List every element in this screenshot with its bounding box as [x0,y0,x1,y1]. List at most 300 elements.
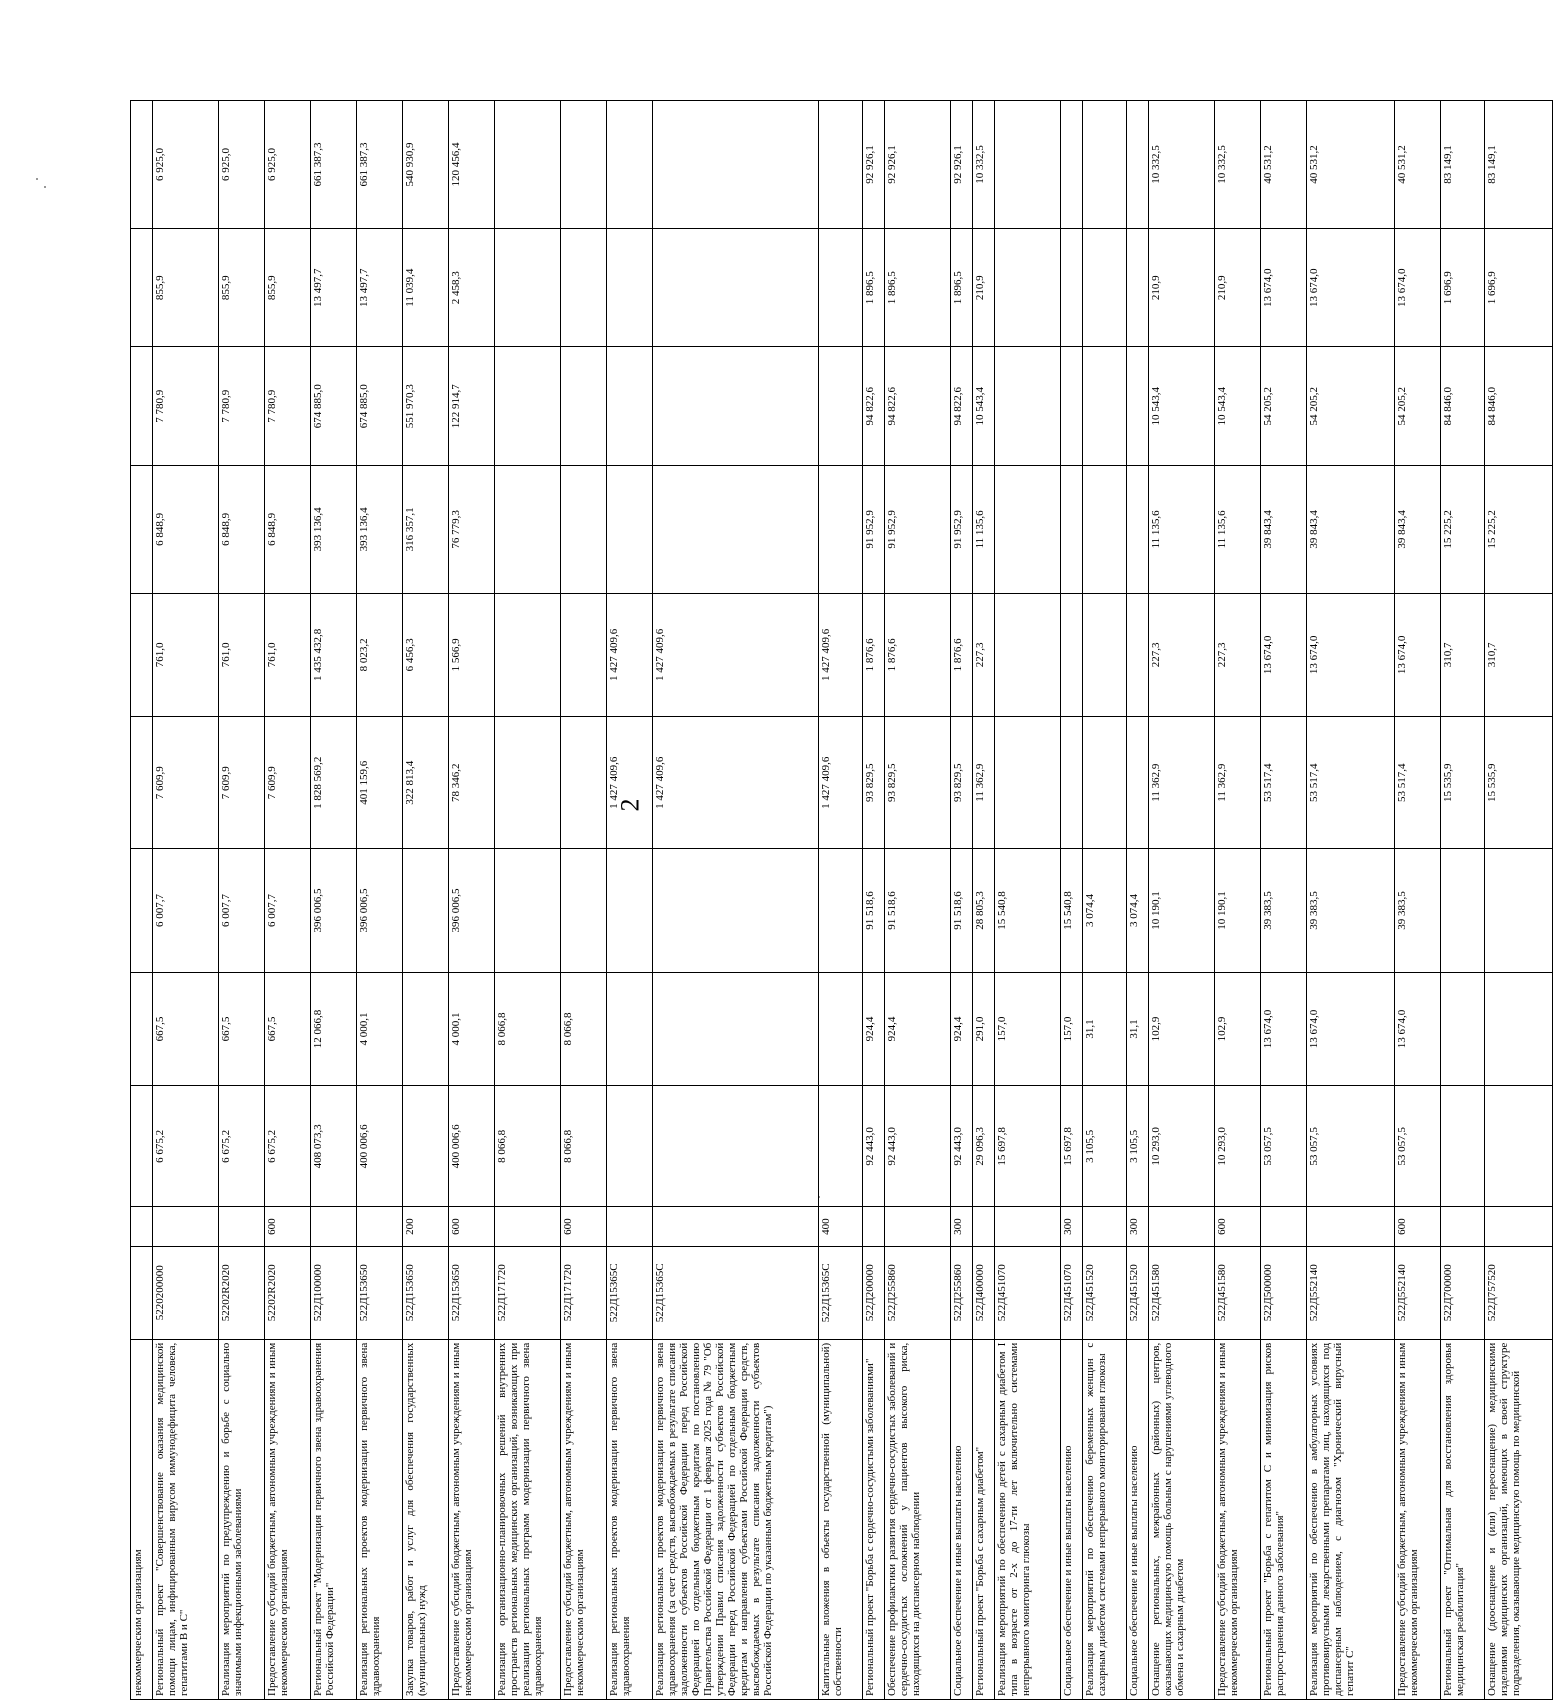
value-col-9: 83 149,1 [1485,101,1553,229]
value-col-5 [495,593,561,716]
value-col-4: 7 609,9 [265,716,311,848]
value-col-9: 83 149,1 [1441,101,1485,229]
value-col-8: 13 674,0 [1395,228,1441,347]
value-col-8: 11 039,4 [403,228,449,347]
row-expense-type [357,1207,403,1247]
value-col-4: 322 813,4 [403,716,449,848]
value-col-1: 400 006,6 [357,1086,403,1207]
row-description: Региональный проект "Модернизация первичного звена здравоохранения Российской Федерации" [311,1339,357,1699]
row-expense-type [1307,1207,1395,1247]
row-code: 522Д451070 [995,1246,1061,1339]
row-code: 522Д500000 [1261,1246,1307,1339]
value-col-4: 7 609,9 [219,716,265,848]
value-col-4: 53 517,4 [1261,716,1307,848]
table-row [1061,101,1083,1700]
value-col-2: 667,5 [265,972,311,1086]
value-col-9: 120 456,4 [449,101,495,229]
value-col-8: 855,9 [265,228,311,347]
row-expense-type [1149,1207,1215,1247]
value-col-1: 6 675,2 [265,1086,311,1207]
table-row [1215,101,1261,1700]
value-col-7 [495,347,561,466]
value-col-5: 761,0 [153,593,219,716]
value-col-2: 31,1 [1083,972,1127,1086]
row-description: Социальное обеспечение и иные выплаты населению [951,1339,973,1699]
value-col-4 [1127,716,1149,848]
value-col-7: 674 885,0 [311,347,357,466]
value-col-1: 15 697,8 [1061,1086,1083,1207]
value-col-1: 92 443,0 [951,1086,973,1207]
value-col-9: 661 387,3 [311,101,357,229]
row-expense-type [153,1207,219,1247]
value-col-6: 393 136,4 [357,465,403,593]
value-col-3: 3 074,4 [1083,849,1127,972]
value-col-4: 93 829,5 [951,716,973,848]
row-code: 522Д153650 [357,1246,403,1339]
table-row [1485,101,1553,1700]
value-col-8: 1 696,9 [1485,228,1553,347]
value-col-6: 39 843,4 [1261,465,1307,593]
table-row [653,101,819,1700]
value-col-9: 540 930,9 [403,101,449,229]
value-col-1 [819,1086,863,1207]
row-description: Предоставление субсидий бюджетным, автономным учреждениям и иным некоммерческим организациям [449,1339,495,1699]
value-col-3 [495,849,561,972]
row-description: Предоставление субсидий бюджетным, автономным учреждениям и иным некоммерческим организациям [1395,1339,1441,1699]
value-col-4 [495,716,561,848]
value-col-8: 210,9 [1149,228,1215,347]
table-row [495,101,561,1700]
value-col-3: 91 518,6 [863,849,885,972]
value-col-9: 40 531,2 [1261,101,1307,229]
value-col-5 [561,593,607,716]
row-code: 522Д171720 [495,1246,561,1339]
value-col-2: 924,4 [885,972,951,1086]
row-code: 522Д15365С [607,1246,653,1339]
value-col-6: 11 135,6 [1149,465,1215,593]
value-col-8 [819,228,863,347]
value-col-8: 1 896,5 [885,228,951,347]
value-col-6: 316 357,1 [403,465,449,593]
table-row [819,101,863,1700]
value-col-5: 1 876,6 [885,593,951,716]
row-expense-type [885,1207,951,1247]
value-col-8: 1 896,5 [863,228,885,347]
table-row [1307,101,1395,1700]
row-expense-type [995,1207,1061,1247]
value-col-7: 674 885,0 [357,347,403,466]
value-col-9: 40 531,2 [1307,101,1395,229]
value-col-2: 4 000,1 [449,972,495,1086]
value-col-4: 401 159,6 [357,716,403,848]
row-description: Реализация региональных проектов модернизации первичного звена здравоохранения (за счет средств, высвобождаемых в результате списания задолженности субъектов Российской Федерации перед Российской Федерацией по отдельным бюджетным кредитам по постановлению Правительства Российской Федерации от 1 февраля 2025 года № 79 "Об утверждении Правил списания задолженности субъектов Российской Федерации перед Российской Федерацией по отдельным бюджетным кредитам и направления субъектами Российской Федерации средств, высвобождаемых в результате списания задолженности субъектов Российской Федерации по указанным бюджетным кредитам") [653,1339,819,1699]
value-col-3 [131,849,153,972]
value-col-5 [995,593,1061,716]
value-col-4 [1061,716,1083,848]
value-col-8: 1 696,9 [1441,228,1485,347]
table-row [265,101,311,1700]
value-col-4 [995,716,1061,848]
value-col-3: 28 805,3 [973,849,995,972]
value-col-7: 10 543,4 [973,347,995,466]
value-col-9: 92 926,1 [863,101,885,229]
value-col-7: 7 780,9 [265,347,311,466]
value-col-2 [1485,972,1553,1086]
value-col-2: 31,1 [1127,972,1149,1086]
value-col-1 [653,1086,819,1207]
value-col-7: 94 822,6 [951,347,973,466]
value-col-4 [131,716,153,848]
value-col-2: 4 000,1 [357,972,403,1086]
value-col-6: 91 952,9 [951,465,973,593]
value-col-6: 6 848,9 [265,465,311,593]
table-row [403,101,449,1700]
table-row [1441,101,1485,1700]
value-col-3: 6 007,7 [153,849,219,972]
value-col-6: 39 843,4 [1395,465,1441,593]
value-col-9 [1083,101,1127,229]
value-col-4: 1 427 409,6 [607,716,653,848]
value-col-7: 94 822,6 [863,347,885,466]
table-row [357,101,403,1700]
row-expense-type [495,1207,561,1247]
value-col-1: 10 293,0 [1215,1086,1261,1207]
value-col-6 [131,465,153,593]
row-description: Реализация региональных проектов модернизации первичного звена здравоохранения [357,1339,403,1699]
value-col-8: 210,9 [973,228,995,347]
value-col-9 [995,101,1061,229]
value-col-6: 91 952,9 [863,465,885,593]
row-code: 522Д757520 [1485,1246,1553,1339]
value-col-7: 10 543,4 [1215,347,1261,466]
row-description: Региональный проект "Борьба с сахарным диабетом" [973,1339,995,1699]
value-col-5 [1083,593,1127,716]
value-col-9: 10 332,5 [1215,101,1261,229]
row-expense-type: 600 [1215,1207,1261,1247]
value-col-8 [607,228,653,347]
value-col-3: 91 518,6 [951,849,973,972]
row-code: 522Д153650 [403,1246,449,1339]
row-code: 522Д100000 [311,1246,357,1339]
value-col-8: 13 674,0 [1307,228,1395,347]
value-col-8: 1 896,5 [951,228,973,347]
value-col-3: 6 007,7 [265,849,311,972]
value-col-6 [1061,465,1083,593]
value-col-8: 855,9 [219,228,265,347]
row-expense-type: 600 [449,1207,495,1247]
row-expense-type [219,1207,265,1247]
row-expense-type [607,1207,653,1247]
value-col-7 [819,347,863,466]
value-col-8: 13 497,7 [357,228,403,347]
value-col-8: 2 458,3 [449,228,495,347]
value-col-8 [1127,228,1149,347]
value-col-1: 53 057,5 [1395,1086,1441,1207]
value-col-8 [995,228,1061,347]
value-col-7: 122 914,7 [449,347,495,466]
value-col-7 [561,347,607,466]
value-col-3: 396 006,5 [357,849,403,972]
row-description: Закупка товаров, работ и услуг для обеспечения государственных (муниципальных) нужд [403,1339,449,1699]
row-code: 522Д171720 [561,1246,607,1339]
value-col-1 [131,1086,153,1207]
row-description: Обеспечение профилактики развития сердечно-сосудистых заболеваний и сердечно-сосудистых осложнений у пациентов высокого риска, находящихся на диспансерном наблюдении [885,1339,951,1699]
value-col-5: 13 674,0 [1395,593,1441,716]
value-col-1: 15 697,8 [995,1086,1061,1207]
row-description: Предоставление субсидий бюджетным, автономным учреждениям и иным некоммерческим организациям [265,1339,311,1699]
scan-speck [44,186,46,188]
value-col-5: 1 427 409,6 [607,593,653,716]
value-col-5: 227,3 [1215,593,1261,716]
value-col-2 [131,972,153,1086]
table-row [561,101,607,1700]
value-col-5: 1 435 432,8 [311,593,357,716]
value-col-5 [1127,593,1149,716]
value-col-3: 15 540,8 [995,849,1061,972]
value-col-1: 29 096,3 [973,1086,995,1207]
row-description: Социальное обеспечение и иные выплаты населению [1127,1339,1149,1699]
value-col-7 [653,347,819,466]
value-col-9 [607,101,653,229]
table-row [885,101,951,1700]
row-code: 522Д552140 [1307,1246,1395,1339]
value-col-8: 13 497,7 [311,228,357,347]
row-code: 522Д15365С [653,1246,819,1339]
value-col-2 [1441,972,1485,1086]
row-expense-type: 300 [1127,1207,1149,1247]
row-code [131,1246,153,1339]
table-row [153,101,219,1700]
row-expense-type: 300 [951,1207,973,1247]
row-expense-type: 300 [1061,1207,1083,1247]
value-col-7: 7 780,9 [153,347,219,466]
value-col-6: 15 225,2 [1441,465,1485,593]
value-col-5 [1061,593,1083,716]
value-col-7: 54 205,2 [1261,347,1307,466]
value-col-2: 157,0 [995,972,1061,1086]
row-code: 522Д255860 [885,1246,951,1339]
row-code: 522Д451580 [1149,1246,1215,1339]
value-col-6: 6 848,9 [219,465,265,593]
row-description: Оснащение региональных, межрайонных (районных) центров, оказывающих медицинскую помощь больным с нарушениями углеводного обмена и сахарным диабетом [1149,1339,1215,1699]
value-col-3 [1485,849,1553,972]
row-description: Реализация региональных проектов модернизации первичного звена здравоохранения [607,1339,653,1699]
value-col-6 [607,465,653,593]
value-col-1: 3 105,5 [1127,1086,1149,1207]
value-col-1: 6 675,2 [153,1086,219,1207]
row-code: 522Д700000 [1441,1246,1485,1339]
row-code: 522Д400000 [973,1246,995,1339]
value-col-1: 92 443,0 [863,1086,885,1207]
value-col-9 [819,101,863,229]
table-row [863,101,885,1700]
row-expense-type [311,1207,357,1247]
value-col-6 [1127,465,1149,593]
row-description: некоммерческим организациям [131,1339,153,1699]
row-expense-type: 600 [265,1207,311,1247]
value-col-5: 1 876,6 [863,593,885,716]
table-row [1261,101,1307,1700]
value-col-9: 6 925,0 [219,101,265,229]
table-row [1395,101,1441,1700]
value-col-7: 10 543,4 [1149,347,1215,466]
value-col-1: 10 293,0 [1149,1086,1215,1207]
value-col-3: 6 007,7 [219,849,265,972]
value-col-2 [607,972,653,1086]
value-col-4: 78 346,2 [449,716,495,848]
value-col-1: 53 057,5 [1261,1086,1307,1207]
value-col-5: 227,3 [973,593,995,716]
value-col-2: 102,9 [1215,972,1261,1086]
row-description: Региональный проект "Оптимальная для восстановления здоровья медицинская реабилитация" [1441,1339,1485,1699]
row-code: 52202R2020 [219,1246,265,1339]
value-col-6 [561,465,607,593]
value-col-4 [1083,716,1127,848]
row-description: Предоставление субсидий бюджетным, автономным учреждениям и иным некоммерческим организациям [561,1339,607,1699]
table-row [1127,101,1149,1700]
value-col-2: 8 066,8 [495,972,561,1086]
value-col-5: 8 023,2 [357,593,403,716]
value-col-5: 310,7 [1441,593,1485,716]
table-row [995,101,1061,1700]
value-col-1: 8 066,8 [561,1086,607,1207]
value-col-1 [1485,1086,1553,1207]
row-code: 5220200000 [153,1246,219,1339]
value-col-4: 15 535,9 [1441,716,1485,848]
value-col-8 [131,228,153,347]
row-code: 522Д200000 [863,1246,885,1339]
value-col-9: 661 387,3 [357,101,403,229]
row-code: 522Д451520 [1083,1246,1127,1339]
value-col-3 [561,849,607,972]
rotated-table-wrapper [130,100,1522,1700]
row-description: Капитальные вложения в объекты государственной (муниципальной) собственности [819,1339,863,1699]
value-col-4: 11 362,9 [973,716,995,848]
row-description: Реализация мероприятий по предупреждению и борьбе с социально значимыми инфекционными заболеваниями [219,1339,265,1699]
row-description: Реализация мероприятий по обеспечению детей с сахарным диабетом I типа в возрасте от 2-х до 17-ти лет включительно системами непрерывного мониторинга глюкозы [995,1339,1061,1699]
value-col-3: 91 518,6 [885,849,951,972]
value-col-9 [1061,101,1083,229]
budget-table [130,100,1553,1700]
row-expense-type: 400 [819,1207,863,1247]
value-col-3: 396 006,5 [311,849,357,972]
scan-speck [36,178,38,180]
table-row [131,101,153,1700]
value-col-7 [131,347,153,466]
row-description: Реализация организационно-планировочных решений внутренних пространств региональных медицинских организаций, возникающих при реализации региональных программ модернизации первичного звена здравоохранения [495,1339,561,1699]
value-col-6 [819,465,863,593]
value-col-2: 924,4 [863,972,885,1086]
value-col-6: 11 135,6 [1215,465,1261,593]
value-col-4: 11 362,9 [1149,716,1215,848]
value-col-7 [1061,347,1083,466]
table-row [311,101,357,1700]
value-col-6: 11 135,6 [973,465,995,593]
table-row [449,101,495,1700]
table-row [1149,101,1215,1700]
row-description: Региональный проект "Борьба с гепатитом С и минимизация рисков распространения данного заболевания" [1261,1339,1307,1699]
value-col-9 [131,101,153,229]
row-description: Региональный проект "Борьба с сердечно-сосудистыми заболеваниями" [863,1339,885,1699]
value-col-5: 13 674,0 [1261,593,1307,716]
value-col-2: 667,5 [219,972,265,1086]
row-description: Реализация мероприятий по обеспечению беременных женщин с сахарным диабетом системами непрерывного мониторирования глюкозы [1083,1339,1127,1699]
value-col-2: 12 066,8 [311,972,357,1086]
value-col-1: 3 105,5 [1083,1086,1127,1207]
value-col-6 [1083,465,1127,593]
value-col-1 [607,1086,653,1207]
table-row [1083,101,1127,1700]
value-col-5: 13 674,0 [1307,593,1395,716]
value-col-6 [653,465,819,593]
value-col-7: 7 780,9 [219,347,265,466]
value-col-2: 13 674,0 [1261,972,1307,1086]
value-col-5: 310,7 [1485,593,1553,716]
row-description: Региональный проект "Совершенствование оказания медицинской помощи лицам, инфицированным вирусом иммунодефицита человека, гепатитами В и С" [153,1339,219,1699]
value-col-8 [1083,228,1127,347]
row-code: 522Д15365С [819,1246,863,1339]
value-col-5: 227,3 [1149,593,1215,716]
value-col-2: 157,0 [1061,972,1083,1086]
value-col-9: 6 925,0 [265,101,311,229]
value-col-8: 855,9 [153,228,219,347]
value-col-2: 291,0 [973,972,995,1086]
value-col-3 [403,849,449,972]
value-col-3: 39 383,5 [1261,849,1307,972]
value-col-4: 1 828 569,2 [311,716,357,848]
value-col-7: 84 846,0 [1441,347,1485,466]
value-col-8 [495,228,561,347]
value-col-5: 761,0 [265,593,311,716]
value-col-4: 7 609,9 [153,716,219,848]
value-col-7: 54 205,2 [1395,347,1441,466]
value-col-3: 15 540,8 [1061,849,1083,972]
table-row [973,101,995,1700]
value-col-3: 10 190,1 [1149,849,1215,972]
table-row [607,101,653,1700]
value-col-8 [653,228,819,347]
value-col-6: 393 136,4 [311,465,357,593]
value-col-4 [561,716,607,848]
value-col-2: 667,5 [153,972,219,1086]
value-col-2 [653,972,819,1086]
value-col-3: 39 383,5 [1307,849,1395,972]
row-expense-type [131,1207,153,1247]
value-col-1: 400 006,6 [449,1086,495,1207]
value-col-2: 8 066,8 [561,972,607,1086]
value-col-2 [819,972,863,1086]
row-expense-type: 600 [1395,1207,1441,1247]
value-col-3 [819,849,863,972]
value-col-5: 1 427 409,6 [653,593,819,716]
value-col-9: 10 332,5 [1149,101,1215,229]
value-col-7 [607,347,653,466]
value-col-9 [561,101,607,229]
value-col-4: 11 362,9 [1215,716,1261,848]
row-description: Реализация мероприятий по обеспечению в амбулаторных условиях противовирусными лекарственными препаратами лиц, находящихся под диспансерным наблюдением, с диагнозом "Хронический вирусный гепатит С" [1307,1339,1395,1699]
value-col-2 [403,972,449,1086]
value-col-2: 924,4 [951,972,973,1086]
row-description: Оснащение (дооснащение и (или) переоснащение) медицинскими изделиями медицинских организаций, имеющих в своей структуре подразделения, оказывающие медицинскую помощь по медицинской [1485,1339,1553,1699]
row-expense-type: 600 [561,1207,607,1247]
row-expense-type [863,1207,885,1247]
table-row [219,101,265,1700]
value-col-4: 93 829,5 [885,716,951,848]
value-col-6: 15 225,2 [1485,465,1553,593]
value-col-9: 92 926,1 [951,101,973,229]
row-expense-type [1485,1207,1553,1247]
row-expense-type [973,1207,995,1247]
